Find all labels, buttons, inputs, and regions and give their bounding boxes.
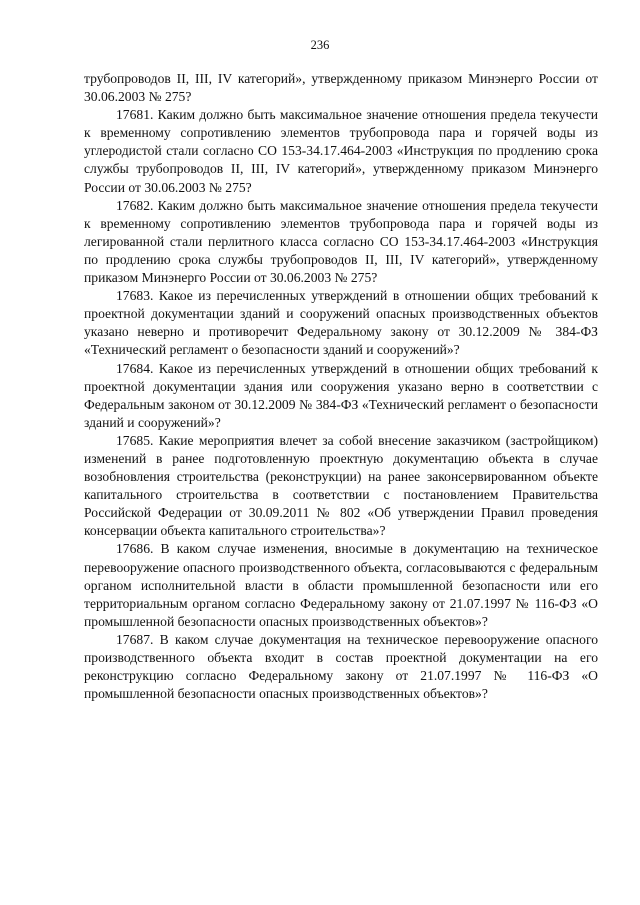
question-17681: 17681. Каким должно быть максимальное значение отношения предела текучести к временному сопротивлению элементов трубопровода пара и горячей воды из углеродистой стали согласно СО 153-34.17.464-2003 «Инструкция по продлению срока службы трубопроводов II, III, IV категорий», утвержденному приказом Минэнерго России от 30.06.2003 № 275? xyxy=(84,107,598,195)
page-number: 236 xyxy=(310,38,330,52)
question-17684: 17684. Какое из перечисленных утверждений в отношении общих требований к проектной документации здания или сооружения указано верно в соответствии с Федеральным законом от 30.12.2009 № 384-ФЗ «Технический регламент о безопасности зданий и сооружений»? xyxy=(84,360,598,430)
question-17686: 17686. В каком случае изменения, вносимые в документацию на техническое перевооружение опасного производственного объекта, согласовываются с федеральным органом исполнительной власти в области промышленной безопасности или его территориальным органом согласно Федеральному закону от 21.07.1997 № 116-ФЗ «О промышленной безопасности опасных производственных объектов»? xyxy=(84,541,598,629)
question-17683: 17683. Какое из перечисленных утверждений в отношении общих требований к проектной документации зданий и сооружений опасных производственных объектов указано неверно и противоречит Федеральному закону от 30.12.2009 № 384-ФЗ «Технический регламент о безопасности зданий и сооружений»? xyxy=(84,288,598,358)
question-17685: 17685. Какие мероприятия влечет за собой внесение заказчиком (застройщиком) изменений в ранее подготовленную проектную документацию объекта в случае возобновления строительства (реконструкции) на ранее законсервированном объекте капитального строительства в соответствии с постановлением Правительства Российской Федерации от 30.09.2011 № 802 «Об утверждении Правил проведения консервации объекта капитального строительства»? xyxy=(84,432,598,539)
question-17682: 17682. Каким должно быть максимальное значение отношения предела текучести к временному сопротивлению элементов трубопровода пара и горячей воды из легированной стали перлитного класса согласно СО 153-34.17.464-2003 «Инструкция по продлению срока службы трубопроводов II, III, IV категорий», утвержденному приказом Минэнерго России от 30.06.2003 № 275? xyxy=(84,197,598,286)
question-17687: 17687. В каком случае документация на техническое перевооружение опасного производственного объекта входит в состав проектной документации на его реконструкцию согласно Федеральному закону от 21.07.1997 № 116-ФЗ «О промышленной безопасности опасных производственных объектов»? xyxy=(84,631,598,702)
document-body xyxy=(84,70,598,703)
paragraph-continuation: трубопроводов II, III, IV категорий», утвержденному приказом Минэнерго России от 30.06.2003 № 275? xyxy=(84,71,598,105)
